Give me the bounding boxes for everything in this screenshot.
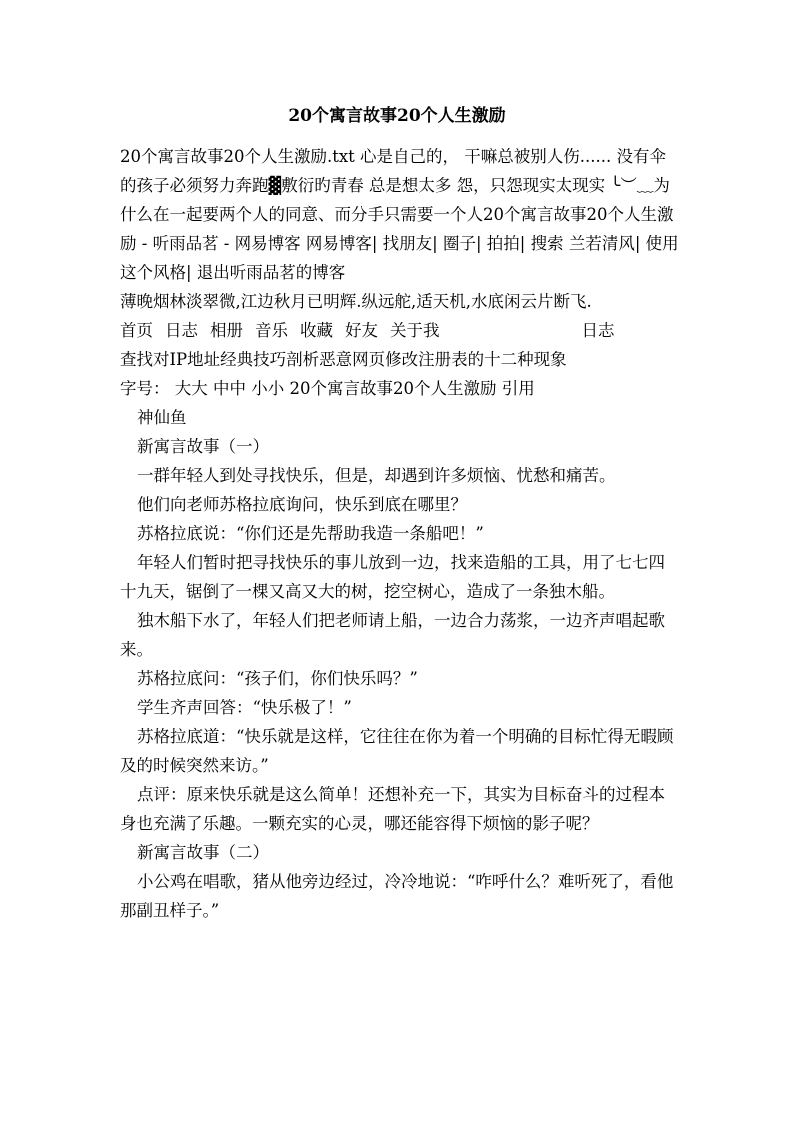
story-paragraph-text: 独木船下水了，年轻人们把老师请上船，一边合力荡浆，一边齐声唱起歌来。 [120,611,665,659]
nav-music[interactable]: 音乐 [255,321,288,340]
intro-paragraph: 20个寓言故事20个人生激励.txt 心是自己的， 干嘛总被别人伤...... 没有伞的孩子必须努力奔跑▓敷衍旳青春 总是想太多 怨，只怨现实太现实 ╰︶﹏为什么在一起要两个人的同意、而分手只需要一个人20个寓言故事20个人生激励 - 听雨品茗 - 网易博客 网易博客| 找朋友| 圈子| 拍拍| 搜索 兰若清风| 使用这个风格| 退出听雨品茗的博客 [120,147,679,282]
story-paragraph [120,548,680,606]
story-paragraph-text: 一群年轻人到处寻找快乐，但是，却遇到许多烦恼、忧愁和痛苦。 [137,466,616,485]
story-paragraph [120,780,680,838]
story-paragraph-text: 小公鸡在唱歌，猪从他旁边经过，冷冷地说：“咋呼什么？难听死了，看他那副丑样子。” [120,872,674,920]
story-paragraph-text: 点评：原来快乐就是这么简单！还想补充一下，其实为目标奋斗的过程本身也充满了乐趣。一颗充实的心灵，哪还能容得下烦恼的影子呢？ [120,785,665,833]
nav-about[interactable]: 关于我 [390,321,440,340]
author-name: 神仙鱼 [137,408,187,427]
blog-nav [120,316,680,345]
document-body [120,142,680,925]
nav-journal[interactable]: 日志 [165,321,198,340]
poem-line: 薄晚烟林淡翠微,江边秋月已明辉.纵远舵,适天机,水底闲云片断飞. [120,292,592,311]
nav-friends[interactable]: 好友 [345,321,378,340]
story-paragraph [120,606,680,664]
story-content [120,432,680,925]
story-paragraph [120,867,680,925]
story-paragraph-text: 新寓言故事（一） [137,437,269,456]
story-paragraph [120,838,680,867]
related-articles-line: 查找对IP地址经典技巧剖析恶意网页修改注册表的十二种现象 [120,350,567,369]
story-paragraph [120,490,680,519]
nav-favorites[interactable]: 收藏 [300,321,333,340]
story-paragraph [120,461,680,490]
story-paragraph-text: 年轻人们暂时把寻找快乐的事儿放到一边，找来造船的工具，用了七七四十九天，锯倒了一棵又高又大的树，挖空树心，造成了一条独木船。 [120,553,665,601]
story-paragraph-text: 新寓言故事（二） [137,843,269,862]
story-paragraph [120,519,680,548]
nav-album[interactable]: 相册 [210,321,243,340]
story-paragraph [120,432,680,461]
author-line [120,403,680,432]
document-title: 20个寓言故事20个人生激励 [288,106,506,126]
story-paragraph-text: 苏格拉底道：“快乐就是这样，它往往在你为着一个明确的目标忙得无暇顾及的时候突然来访。” [120,727,674,775]
story-paragraph-text: 学生齐声回答：“快乐极了！” [137,698,352,717]
nav-home[interactable]: 首页 [120,321,153,340]
nav-journal-right[interactable]: 日志 [581,321,615,340]
story-paragraph-text: 苏格拉底问：“孩子们，你们快乐吗？” [137,669,418,688]
story-paragraph [120,664,680,693]
font-size-line: 字号： 大大 中中 小小 20个寓言故事20个人生激励 引用 [120,379,535,398]
story-paragraph [120,722,680,780]
story-paragraph [120,693,680,722]
story-paragraph-text: 苏格拉底说：“你们还是先帮助我造一条船吧！” [137,524,484,543]
story-paragraph-text: 他们向老师苏格拉底询问，快乐到底在哪里？ [137,495,467,514]
